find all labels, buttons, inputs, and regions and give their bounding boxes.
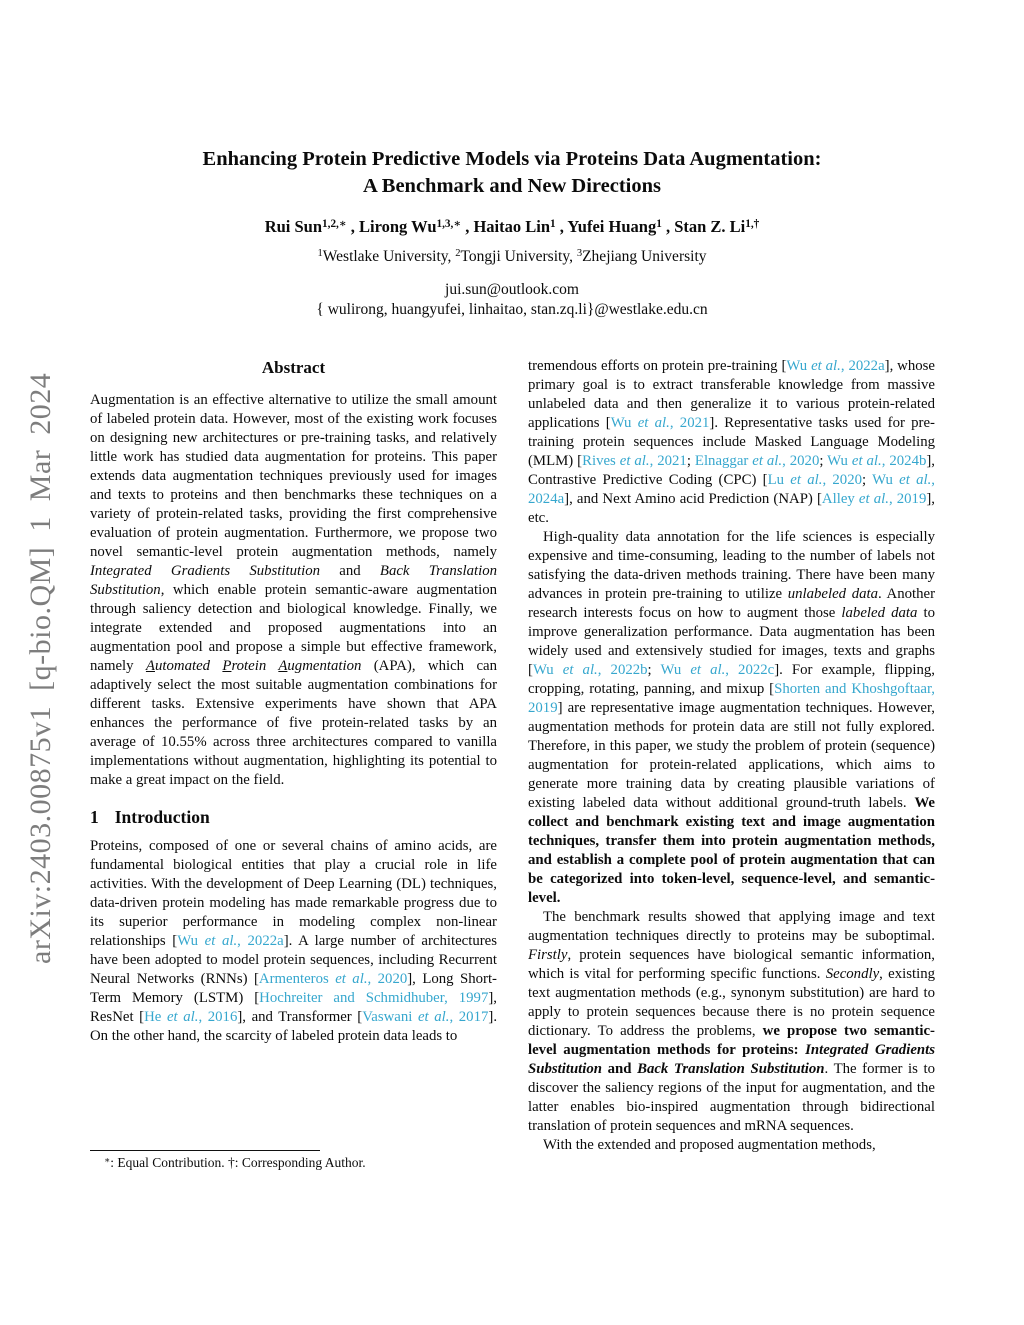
text-segment: unlabeled data	[787, 586, 878, 602]
citation-link[interactable]: , 2016	[198, 1009, 238, 1025]
text-segment: A	[278, 658, 288, 674]
citation-link[interactable]: Shorten and Khoshgoftaar, 2019	[528, 681, 935, 716]
footnote	[90, 1154, 497, 1173]
text-segment: P	[222, 658, 232, 674]
text-segment: ]. A large number of architectures have been adopted to model protein sequences, including Recurrent Neural Networks (RNNs) [	[90, 933, 497, 987]
citation-link[interactable]: , 2022a	[840, 358, 885, 374]
text-segment: tremendous efforts on protein pre-training [	[528, 358, 787, 374]
abstract-heading: Abstract	[261, 358, 326, 377]
citation-link[interactable]: He	[144, 1009, 167, 1025]
email-primary: jui.sun@outlook.com	[445, 281, 579, 298]
text-segment: ;	[686, 453, 695, 469]
citation-link[interactable]: et al.	[790, 472, 823, 488]
text-segment: 3	[576, 248, 583, 260]
section-number: 1	[90, 807, 99, 827]
text-segment: ], Contrastive Predictive Coding (CPC) [	[528, 453, 935, 488]
email-group: { wulirong, huangyufei, linhaitao, stan.zq.li}@westlake.edu.cn	[316, 301, 708, 318]
citation-link[interactable]: Wu	[827, 453, 852, 469]
text-segment: ]. For example, flipping, cropping, rotating, panning, and mixup [	[528, 662, 935, 697]
text-segment: labeled data	[841, 605, 918, 621]
citation-link[interactable]: , 2020	[782, 453, 820, 469]
citation-link[interactable]: Wu	[872, 472, 900, 488]
text-segment: we propose two semantic-level augmentation methods for proteins:	[528, 1023, 935, 1058]
text-segment: Firstly	[528, 947, 568, 963]
text-segment: to improve generalization performance. Data augmentation has been widely used and extensively studied for images, texts and graphs [	[528, 605, 935, 678]
text-segment: ∗	[104, 1154, 111, 1165]
text-segment: 1,3,∗	[436, 217, 462, 230]
text-segment: With the extended and proposed augmentation methods,	[543, 1137, 876, 1153]
text-segment: rotein	[231, 658, 279, 674]
text-segment: and	[320, 563, 380, 579]
text-segment: (APA), which can adaptively select the most suitable augmentation combinations for different tasks. Extensive experiments have shown that APA enhances the performance of five protein-related tasks by an average of 10.55% across three architectures compared to vanilla implementations without augmentation, highlighting its potential to make a great impact on the field.	[90, 658, 497, 788]
citation-link[interactable]: et al.	[752, 453, 783, 469]
footnote-area	[90, 1150, 497, 1173]
text-segment: Augmentation is an effective alternative to utilize the small amount of labeled protein data. However, most of the existing work focuses on designing new architectures or pre-training tasks, and relatively little work has studied data augmentation for proteins. This paper extends data augmentation techniques previously used for images and texts to proteins and then benchmarks these techniques on a variety of protein-related tasks, providing the first comprehensive evaluation of protein augmentation. Furthermore, we propose two novel semantic-level protein augmentation methods, namely	[90, 392, 497, 560]
text-segment: ], ResNet [	[90, 990, 497, 1025]
text-segment: , which enable protein semantic-aware augmentation through saliency detection and biological knowledge. Finally, we integrate extended and proposed augmentations into an augmentation pool and propose a simple but effective framework, namely	[90, 582, 497, 674]
citation-link[interactable]: Wu	[786, 358, 812, 374]
text-segment: Westlake University,	[322, 248, 456, 265]
citation-link[interactable]: et al.	[899, 472, 932, 488]
citation-link[interactable]: et al.	[417, 1009, 450, 1025]
arxiv-watermark: arXiv:2403.00875v1 [q-bio.QM] 1 Mar 2024	[24, 372, 57, 964]
text-segment: ;	[862, 472, 873, 488]
text-segment: We collect and benchmark existing text and image augmentation techniques, transfer them into protein augmentation methods, and establish a complete pool of protein augmentation that can be categorized into token-level, sequence-level, and semantic-level.	[528, 795, 935, 906]
text-segment: Integrated Gradients Substitution	[528, 1042, 935, 1077]
text-segment: , Lirong Wu	[346, 217, 437, 236]
text-segment: ;	[647, 662, 661, 678]
citation-link[interactable]: et al.	[690, 662, 726, 678]
text-segment: , Yufei Huang	[555, 217, 657, 236]
citation-link[interactable]: Wu	[660, 662, 691, 678]
text-segment: Rui Sun	[264, 217, 323, 236]
citation-link[interactable]: , 2021	[649, 453, 687, 469]
abstract-body	[90, 391, 497, 790]
citation-link[interactable]: Vaswani	[362, 1009, 418, 1025]
citation-link[interactable]: , 2021	[669, 415, 710, 431]
text-segment: Back Translation Substitution	[90, 563, 497, 598]
citation-link[interactable]: Wu	[532, 662, 563, 678]
citation-link[interactable]: , 2020	[367, 971, 408, 987]
text-segment: ]. On the other hand, the scarcity of labeled protein data leads to	[90, 1009, 497, 1044]
citation-link[interactable]: Wu	[177, 933, 205, 949]
section-1-heading	[90, 806, 497, 828]
paper-title-line2: A Benchmark and New Directions	[362, 175, 661, 197]
citation-link[interactable]: et al.	[166, 1009, 199, 1025]
text-segment: , Stan Z. Li	[661, 217, 746, 236]
citation-link[interactable]: et al.	[811, 358, 841, 374]
text-segment: , Haitao Lin	[461, 217, 551, 236]
text-segment: ], whose primary goal is to extract transferable knowledge from massive unlabeled data and then generalize it to various protein-related applications [	[528, 358, 935, 431]
text-segment: ;	[819, 453, 828, 469]
affiliation-line	[90, 247, 934, 269]
citation-link[interactable]: , 2022a	[237, 933, 284, 949]
citation-link[interactable]: , 2020	[822, 472, 862, 488]
text-segment: . Another research interests focus on how to augment those	[528, 586, 935, 621]
citation-link[interactable]: Wu	[610, 415, 638, 431]
text-segment: 1,2,∗	[322, 217, 347, 230]
text-segment: 2	[455, 248, 461, 260]
citation-link[interactable]: Lu	[767, 472, 791, 488]
text-segment: 1,†	[745, 217, 760, 230]
text-segment: A	[145, 658, 155, 674]
citation-link[interactable]: , 2017	[449, 1009, 489, 1025]
text-segment: ugmentation	[287, 658, 362, 674]
text-segment: The benchmark results showed that applying image and text augmentation techniques directly to proteins may be suboptimal.	[528, 909, 935, 944]
text-segment: ], etc.	[528, 491, 935, 526]
section-title: Introduction	[114, 807, 210, 827]
text-segment: . The former is to discover the saliency regions of the input for augmentation, and the latter enables bio-inspired augmentation through bidirectional translation of protein sequences and mRNA sequences.	[528, 1061, 935, 1134]
citation-link[interactable]: Alley	[821, 491, 859, 507]
citation-link[interactable]: , 2022b	[597, 662, 648, 678]
text-segment: : Equal Contribution. †: Corresponding Author.	[110, 1155, 366, 1170]
footnote-rule	[90, 1150, 320, 1151]
citation-link[interactable]: Armenteros	[258, 971, 336, 987]
citation-link[interactable]: Elnaggar	[694, 453, 753, 469]
citation-link[interactable]: et al.	[851, 453, 882, 469]
citation-link[interactable]: , 2022c	[725, 662, 775, 678]
text-segment: Zhejiang University	[582, 248, 707, 265]
text-segment: utomated	[154, 658, 223, 674]
citation-link[interactable]: et al.	[204, 933, 238, 949]
text-segment: Back Translation Substitution	[637, 1061, 825, 1077]
citation-link[interactable]: et al.	[858, 491, 889, 507]
citation-link[interactable]: et al.	[335, 971, 368, 987]
text-segment: , existing text augmentation methods (e.g., synonym substitution) are hard to apply to protein sequences because there is no protein sequence dictionary. To address the problems,	[528, 966, 935, 1039]
text-segment: High-quality data annotation for the life sciences is especially expensive and time-consuming, leading to the number of labels not satisfying the data-driven methods training. There have been many advances in protein pre-training to utilize	[528, 529, 935, 602]
citation-link[interactable]: , 2019	[888, 491, 927, 507]
paper-title-line1: Enhancing Protein Predictive Models via Proteins Data Augmentation:	[202, 148, 822, 170]
text-segment: 1	[550, 217, 556, 230]
text-segment: and	[602, 1061, 638, 1077]
text-segment: Proteins, composed of one or several chains of amino acids, are fundamental biological entities that play a crucial role in life activities. With the development of Deep Learning (DL) techniques, data-driven protein modeling has made remarkable progress due to its superior performance in modeling complex non-linear relationships [	[90, 838, 497, 949]
right-col-paragraph-3	[528, 908, 935, 1136]
right-col-paragraph-1	[528, 357, 935, 528]
right-col-paragraph-2	[528, 528, 935, 908]
text-segment: , protein sequences have biological semantic information, which is vital for performing specific functions.	[528, 947, 935, 982]
citation-link[interactable]: Hochreiter and Schmidhuber, 1997	[259, 990, 489, 1006]
left-column	[90, 357, 497, 1046]
text-segment: ], and Next Amino acid Prediction (NAP) [	[564, 491, 822, 507]
citation-link[interactable]: , 2024b	[881, 453, 927, 469]
text-segment: 1	[656, 217, 662, 230]
text-segment: 1	[317, 248, 323, 260]
citation-link[interactable]: et al.	[619, 453, 650, 469]
text-segment: ], and Transformer [	[237, 1009, 363, 1025]
citation-link[interactable]: , 2024a	[528, 472, 935, 507]
text-segment: ] are representative image augmentation techniques. However, augmentation methods for protein data are still not fully explored. Therefore, in this paper, we study the problem of protein (sequence) augmentation for protein-related applications, which aims to generate more training data by creating plausible variations of existing labeled data without additional ground-truth labels.	[528, 700, 935, 811]
text-segment: ]. Representative tasks used for pre-training protein sequences include Masked Language Modeling (MLM) [	[528, 415, 935, 469]
right-column	[528, 357, 935, 1155]
text-segment: Secondly	[825, 966, 880, 982]
text-segment: Tongji University,	[460, 248, 577, 265]
right-col-paragraph-4	[528, 1136, 935, 1155]
citation-link[interactable]: et al.	[562, 662, 598, 678]
text-segment: Integrated Gradients Substitution	[90, 563, 321, 579]
paper-header	[90, 146, 934, 320]
citation-link[interactable]: et al.	[637, 415, 670, 431]
citation-link[interactable]: Rives	[582, 453, 620, 469]
author-line	[90, 216, 934, 240]
intro-paragraph	[90, 837, 497, 1046]
text-segment: ], Long Short-Term Memory (LSTM) [	[90, 971, 497, 1006]
